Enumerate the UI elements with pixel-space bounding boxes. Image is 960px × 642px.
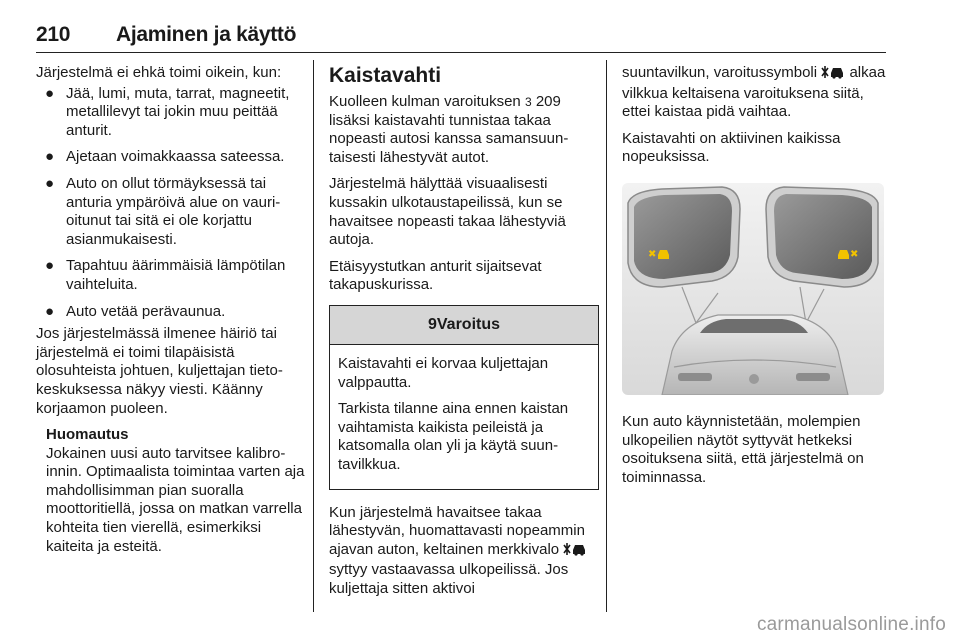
svg-text:✖: ✖ [850,248,859,260]
list-item: ● Tapahtuu äärimmäisiä lämpötilan vaihteluita. [45,257,286,293]
list-item: ● Ajetaan voimakkaassa sateessa. [45,148,285,166]
warning-triangle-icon: 9 [427,315,437,333]
column-2 [329,64,599,606]
section-title: Kaistavahti [329,64,442,87]
warning-header [330,306,598,345]
column-1 [36,64,306,556]
warning-text-1: Kaistavahti ei korvaa kuljettajan valppautta. [338,354,549,391]
list-item: ● Auto vetää perävaunua. [45,302,226,320]
blind-spot-warning-icon [821,65,845,85]
page-ref-icon: 3 [524,95,532,109]
conditions-list [36,85,306,322]
page-number: 210 [36,23,71,46]
column-divider-1 [313,60,314,612]
alert-paragraph: Järjestelmä hälyttää visuaalisesti kussakin ulkotaustapeilissä, kun se havaitsee nopeasti takaa lähestyviä autoja. [329,175,566,249]
warning-text-2: Tarkista tilanne aina ennen kaistan vaihtamista kaikista peileistä ja katsomalla olan yli ja käytä suuntavilkkua. [338,400,569,473]
chapter-title: Ajaminen ja käyttö [116,23,297,46]
note-text: Jokainen uusi auto tarvitsee kalibroinnin. Optimaalista toimintaa varten aja mahdollisimman pian suoralla moottoritiellä, jossa on matkan varrella kohteita tien vierellä, esimerkiksi kaiteita ja esteitä. [46,444,305,555]
watermark: carmanualsonline.info [756,614,946,635]
page-header [36,18,886,53]
column-divider-2 [606,60,607,612]
intro-text: Järjestelmä ei ehkä toimi oikein, kun: [36,64,282,81]
list-item: ● Jää, lumi, muta, tarrat, magneetit, metallilevyt tai jokin muu peittää anturit. [45,84,290,139]
page-ref-link[interactable]: 209 [535,93,561,110]
fault-paragraph: Jos järjestelmässä ilmenee häiriö tai järjestelmä ei toimi tilapäisistä olosuhteista johtuen, kuljettajan tietokeskuksessa näkyy viesti. Käänny korjaamon puoleen. [36,325,283,417]
startup-paragraph: Kun auto käynnistetään, molempien ulkopeilien näytöt syttyvät hetkeksi osoituksena siitä, että järjestelmä on toiminnassa. [622,412,864,486]
note-title: Huomautus [46,426,129,444]
blind-spot-warning-icon [563,542,587,562]
indicator-paragraph: suuntavilkun, varoitussymboli alkaa vilkkua keltaisena varoituksena siitä, ettei kaistaa pidä vaihtaa. [622,64,886,121]
list-item: ● Auto on ollut törmäyksessä tai anturia ympäröivä alue on vaurioitunut tai sitä ei ole korjattu asianmukaisesti. [45,174,281,248]
intro-paragraph: Kuolleen kulman varoituksen 3 209 lisäksi kaistavahti tunnistaa takaa nopeasti autosi kanssa samansuuntaisesti lähestyvät autot. [329,93,569,166]
warning-title: Varoitus [436,315,501,333]
svg-text:✖: ✖ [648,248,657,260]
warning-box [329,305,599,490]
detection-paragraph: Kun järjestelmä havaitsee takaa lähestyvän, huomattavasti nopeammin ajavan auton, keltainen merkkivalo syttyy vastaavassa ulkopeilissä. Jos kuljettaja sitten aktivoi [329,504,599,599]
column-3 [622,64,892,495]
sensor-paragraph: Etäisyystutkan anturit sijaitsevat takapuskurissa. [329,257,542,294]
note-box [46,426,306,556]
mirror-illustration [622,183,884,395]
warning-body [330,345,598,489]
active-paragraph: Kaistavahti on aktiivinen kaikissa nopeuksissa. [622,129,841,166]
